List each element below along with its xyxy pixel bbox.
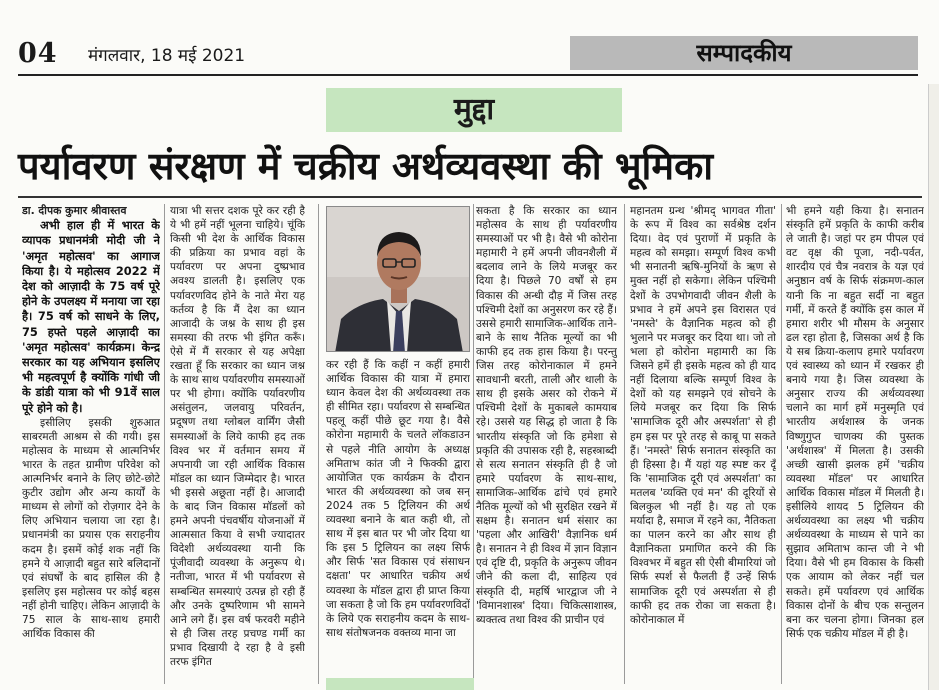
article-column-4: [476, 204, 617, 690]
article-paragraph: भी हमने यही किया है। सनातन संस्कृति हमें प्रकृति के काफी करीब ले जाती है। जहां पर हम पीपल एवं वट वृक्ष की पूजा, नदी-पर्वत, शारदीय एवं चैत्र नवरात्र के यज्ञ एवं अनुष्ठान वर्ष के सिर्फ संक्रमण-काल यानी कि ना बहुत सर्दी ना बहुत गर्मी, में करते हैं क्योंकि इस काल में हमारा शरीर भी मौसम के अनुसार ढल रहा होता है, जिसका अर्थ है कि ये सब क्रिया-कलाप हमारे पर्यावरण एवं स्वास्थ्य को ध्यान में रखकर ही बनाये गया है। जिस व्यवस्था के अनुसार राज्य की अर्थव्यवस्था चलाने का मार्ग हमें मनुस्मृति एवं भारतीय अर्थशास्त्र के जनक विष्णुगुप्त चाणक्य की पुस्तक 'अर्थशास्त्र' में मिलता है। उसकी अच्छी खासी झलक हमें 'चक्रीय व्यवस्था मॉडल' पर आधारित आर्थिक विकास मॉडल में मिलती है। इसीलिये शायद 5 ट्रिलियन की अर्थव्यवस्था का लक्ष्य भी चक्रीय अर्थव्यवस्था के माध्यम से पाने का सुझाव अमिताभ कान्त जी ने भी दिया। वैसे भी हम विकास के किसी एक आयाम को लेकर नहीं चल सकते। हमें पर्यावरण एवं आर्थिक विकास दोनों के बीच एक सन्तुलन बना कर चलना होगा। जिनका हल सिर्फ एक चक्रीय मॉडल में ही है।: [786, 205, 924, 640]
article-lead: अभी हाल ही में भारत के व्यापक प्रधानमंत्री मोदी जी ने 'अमृत महोत्सव' का आगाज किया है। ये महोत्सव 2022 में देश को आज़ादी के 75 वर्ष पूरे होने के उपलक्ष्य में मनाया जा रहा है। 75 वर्ष को साधने के लिए, 75 हफ्ते पहले आज़ादी का 'अमृत महोत्सव' कार्यक्रम। केन्द्र सरकार का यह अभियान इसलिए भी महत्वपूर्ण है क्योंकि गांधी जी के डांडी यात्रा को भी 91वें साल पूरे होने को है।: [22, 218, 160, 415]
next-article-banner: [326, 678, 474, 690]
article-paragraph: कर रही हैं कि कहीं न कहीं हमारी आर्थिक विकास की यात्रा में हमारा ध्यान केवल देश की अर्थव्यवस्था तक ही सीमित रहा। पर्यावरण से सम्बन्धित पहलू कहीं पीछे छूट गया है। वैसे कोरोना महामारी के चलते लॉकडाउन से पहले नीति आयोग के अध्यक्ष अमिताभ कांत जी ने फिक्की द्वारा आयोजित एक कार्यक्रम के दौरान भारत की अर्थव्यवस्था को जब सन् 2024 तक 5 ट्रिलियन की अर्थ व्यवस्था बनाने के बात कही थी, तो साथ में इस बात पर भी जोर दिया था कि इस 5 ट्रिलियन का लक्ष्य सिर्फ और सिर्फ 'सत विकास एवं संसाधन दक्षता' पर आधारित चक्रीय अर्थ व्यवस्था के मॉडल द्वारा ही प्राप्त किया जा सकता है जो कि हम पर्यावरणविदों के लिये एक सराहनीय कदम के साथ-साथ संतोषजनक वक्तव्य माना जा: [326, 359, 470, 639]
article-column-6: [786, 204, 924, 690]
article-tag-banner: [326, 88, 622, 132]
column-divider: [781, 204, 782, 684]
article-paragraph: सकता है कि सरकार का ध्यान महोत्सव के साथ ही पर्यावरणीय समस्याओं पर भी है। वैसे भी कोरोना महामारी ने हमें अपनी जीवनशैली में बदलाव लाने के लिये मजबूर कर दिया है। पिछले 70 वर्षों से हम विकास की अन्धी दौड़ में जिस तरह पश्चिमी देशों का अनुसरण कर रहे हैं। उससे हमारी सामाजिक-आर्थिक ताने-बाने के साथ नैतिक मूल्यों का भी काफी हद तक हास किया है। परन्तु जिस तरह कोरोनाकाल में हमने सावधानी बरती, ताली और थाली के साथ ही इसके असर को रोकने में पश्चिमी देशों के मुकाबले कामयाब रहे। उससे यह सिद्ध हो जाता है कि भारतीय संस्कृति जो कि हमेशा से प्रकृति की उपासक रही है, सहस्त्राब्दी से सत्य सनातन संस्कृति ही है जो हमारे पर्यावरण के साथ-साथ, सामाजिक-आर्थिक ढांचे एवं हमारे नैतिक मूल्यों को भी सुरक्षित रखने में सक्षम है। सनातन धर्म संसार का 'पहला और आखिरी' वैज्ञानिक धर्म है। सनातन ने ही विश्व में ज्ञान विज्ञान एवं दृष्टि दी, प्रकृति के अनुरूप जीवन जीने की कला दी, साहित्य एवं संस्कृति दी, महर्षि भारद्वाज जी ने 'विमानशास्त्र' दिया। चिकित्साशास्त्र, ब्यक्तत्व तथा विश्व की प्राचीन एवं: [476, 205, 617, 626]
article-column-1: [22, 204, 160, 690]
article-paragraph: महानतम ग्रन्थ 'श्रीमद् भागवत गीता' के रूप में विश्व का सर्वश्रेष्ठ दर्शन दिया। वेद एवं पुराणों में प्रकृति के महत्व को समझा। सम्पूर्ण विश्व कभी भी सनातनी ऋषि-मुनियों के ऋण से मुक्त नहीं हो सकेगा। लेकिन पश्चिमी देशों के उपभोगवादी जीवन शैली के प्रभाव ने हमें अपने इस विरासत एवं 'नमस्ते' के वैज्ञानिक महत्व को ही भुलाने पर मजबूर कर दिया था। जो तो भला हो कोरोना महामारी का कि जिसने हमें ही इसके महत्व को ही याद नहीं दिलाया बल्कि सम्पूर्ण विश्व के देशों को यह समझने एवं सोचने के लिये मजबूर कर दिया कि सिर्फ 'सामाजिक दूरी और अस्पर्शता' से ही हम इस पर पूरे तरह से काबू पा सकते हैं। 'नमस्ते' सिर्फ सनातन संस्कृति का ही हिस्सा है। मैं यहां यह स्पष्ट कर दूँ कि 'सामाजिक दूरी एवं अस्पर्शता' का मतलब 'व्यक्ति एवं मन' की दूरियों से बिलकुल भी नहीं है। यह तो एक मर्यादा है, समाज में रहने का, नैतिकता का पालन करने का और साथ ही वैज्ञानिकता प्रमाणित करने की कि विश्वभर में बहुत सी ऐसी बीमारियां जो सिर्फ स्पर्श से फैलती हैं उन्हें सिर्फ सामाजिक दूरी एवं अस्पर्शता से ही काफी हद तक रोका जा सकता है। कोरोनाकाल में: [630, 205, 776, 626]
article-tag: मुद्दा: [453, 92, 495, 127]
adjacent-page-edge: [928, 84, 939, 690]
section-title: सम्पादकीय: [696, 38, 792, 67]
column-divider: [473, 204, 474, 684]
article-paragraph: इसीलिए इसकी शुरुआत साबरमती आश्रम से की गयी। इस महोत्सव के माध्यम से आत्मनिर्भर भारत के तहत ग्रामीण परिवेश को आत्मनिर्भर बनाने के लिए छोटे-छोटे कुटीर उद्योग और अन्य कार्यों के माध्यम से लोगों को रोज़गार देने के लिए अभियान चलाया जा रहा है। प्रधानमंत्री का प्रयास एक सराहनीय कदम है। इसमें कोई शक नहीं कि हमने ये आज़ादी बहुत सारे बलिदानों एवं संघर्षों के बाद हासिल की है इसलिए इस महोत्सव पर कोई बहस नहीं होनी चाहिए। लेकिन आज़ादी के 75 साल के साथ-साथ हमारी आर्थिक विकास की: [22, 416, 160, 641]
article-paragraph: यात्रा भी सत्तर दशक पूरे कर रही है ये भी हमें नहीं भूलना चाहिये। चूंकि किसी भी देश के आर्थिक विकास की प्रक्रिया का प्रभाव वहां के पर्यावरण पर अपना दुष्प्रभाव अवश्य डालती है। इसलिए एक पर्यावरणविद होने के नाते मेरा यह कर्तव्य है कि मैं देश का ध्यान आजादी के जश्न के साथ ही इस समस्या की तरफ भी इंगित करूँ। ऐसे में मैं सरकार से यह अपेक्षा रखता हूँ कि सरकार का ध्यान जश्न के साथ साथ पर्यावरणीय समस्याओं पर भी होगा। क्योंकि पर्यावरणीय असंतुलन, जलवायु परिवर्तन, प्रदूषण तथा ग्लोबल वार्मिंग जैसी समस्याओं के लिये काफी हद तक विश्व भर में वर्तमान समय में अपनायी जा रही आर्थिक विकास मॉडल का ध्यान जिम्मेदार है। भारत भी इससे अछूता नहीं है। आजादी के बाद जिन विकास मॉडलों को हमने अपनी पंचवर्षीय योजनाओं में आत्मसात किया वे सभी ज्यादातर विदेशी अर्थव्यवस्था यानी कि पूंजीवादी व्यवस्था के अनुरूप थे। नतीजा, भारत में भी पर्यावरण से सम्बन्धित समस्याएं उत्पन्न हो रही हैं और उनके दुष्परिणाम भी सामने आने लगे हैं। इस वर्ष फरवरी महीने से ही जिस तरह प्रचण्ड गर्मी का प्रभाव दिखायी दे रहा है वे इसी तरफ इंगित: [170, 205, 305, 668]
column-divider: [164, 204, 165, 684]
author-portrait-image: [327, 207, 470, 352]
page-header: [0, 0, 939, 84]
column-divider: [624, 204, 625, 684]
author-byline: डा. दीपक कुमार श्रीवास्तव: [22, 204, 127, 217]
article-headline: पर्यावरण संरक्षण में चक्रीय अर्थव्यवस्था की भूमिका: [18, 144, 714, 188]
section-banner: [570, 36, 918, 70]
article-column-5: [630, 204, 776, 690]
column-divider: [318, 204, 319, 684]
author-photo: [326, 206, 470, 352]
headline-divider: [18, 196, 922, 198]
article-column-3: [326, 358, 470, 690]
page-number: 04: [18, 38, 58, 69]
publication-date: मंगलवार, 18 मई 2021: [88, 46, 246, 66]
header-divider: [18, 74, 918, 76]
article-column-2: [170, 204, 305, 690]
